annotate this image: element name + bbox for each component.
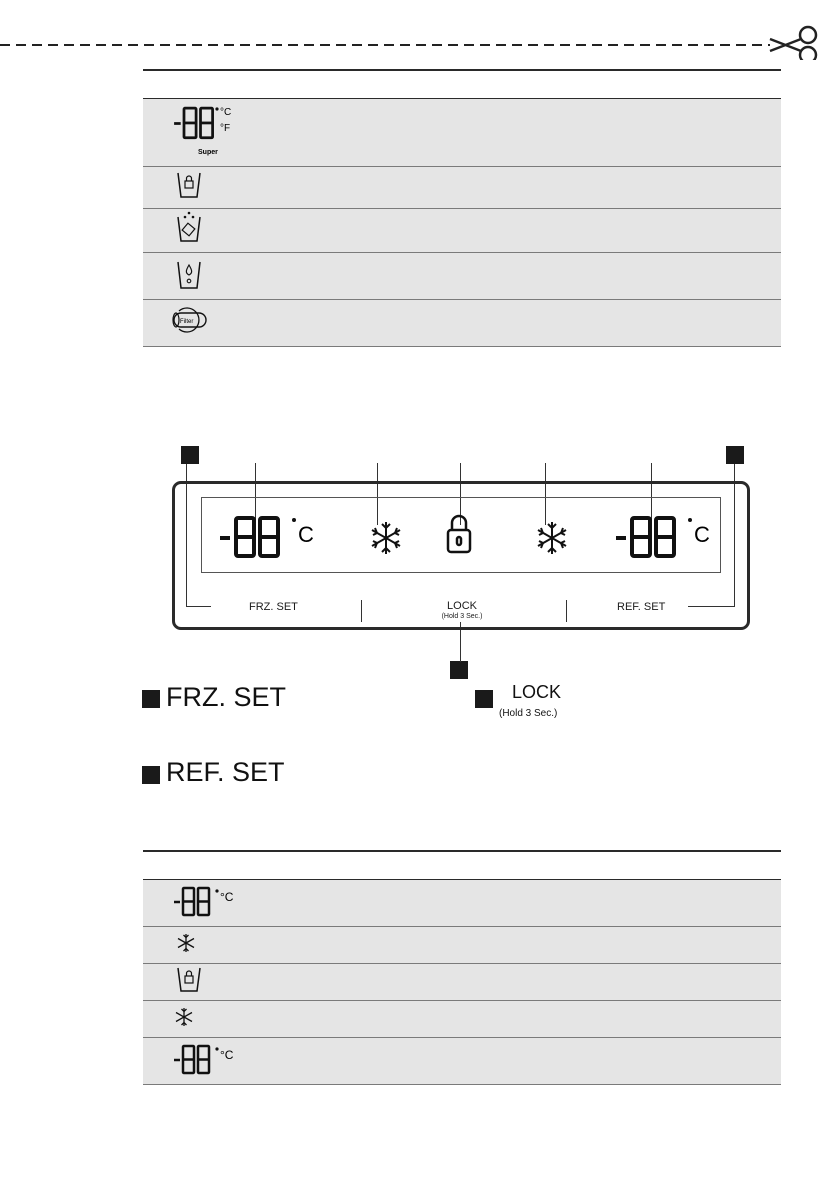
snowflake-icon <box>372 522 400 554</box>
legend-ref-set: REF. SET <box>166 757 285 787</box>
seven-segment-temperature-icon <box>143 1039 253 1079</box>
lock-hold-hint: (Hold 3 Sec.) <box>441 613 483 620</box>
svg-text:°C: °C <box>220 1047 234 1062</box>
table-row <box>143 1037 781 1084</box>
table-row <box>143 879 781 926</box>
svg-text:°F: °F <box>220 123 231 134</box>
lcd-display <box>201 497 721 573</box>
lock-button[interactable]: LOCK <box>447 600 477 612</box>
cup-lock-icon <box>143 964 253 996</box>
table-header <box>143 851 781 879</box>
ref-set-button[interactable]: REF. SET <box>617 601 666 613</box>
panel-divider <box>566 600 567 622</box>
callout-marker <box>142 690 160 708</box>
seven-segment-temperature-icon <box>143 99 253 161</box>
svg-text:Filter: Filter <box>180 318 194 325</box>
freezer-temperature-display <box>220 518 278 556</box>
indicator-table-bottom <box>143 850 781 1085</box>
callout-marker <box>475 690 493 708</box>
lcd-contents <box>202 498 722 574</box>
snowflake-icon <box>143 928 253 958</box>
scissors-icon <box>770 27 816 60</box>
indicator-table-top <box>143 69 781 347</box>
callout-marker <box>142 766 160 784</box>
legend-lock: LOCK <box>512 682 562 702</box>
snowflake-icon <box>143 1002 253 1032</box>
cup-water-icon <box>143 254 253 294</box>
cup-ice-icon <box>143 209 253 247</box>
svg-text:Super: Super <box>198 149 218 156</box>
lock-icon <box>448 516 470 552</box>
seven-segment-temperature-icon <box>143 881 253 921</box>
callout-marker <box>181 446 199 464</box>
callout-marker <box>726 446 744 464</box>
table-row <box>143 252 781 299</box>
table-row <box>143 963 781 1000</box>
callout-marker <box>450 661 468 679</box>
cut-line <box>0 0 839 60</box>
table-row <box>143 1000 781 1037</box>
panel-divider <box>361 600 362 622</box>
svg-text:°C: °C <box>220 889 234 904</box>
table-row <box>143 98 781 166</box>
svg-text:C: C <box>298 522 314 547</box>
filter-reset-icon <box>143 301 253 341</box>
table-header <box>143 70 781 98</box>
table-row <box>143 208 781 252</box>
control-panel <box>172 481 750 630</box>
snowflake-icon <box>538 522 566 554</box>
cup-lock-icon <box>143 167 253 203</box>
legend-lock-hint: (Hold 3 Sec.) <box>499 708 558 719</box>
svg-text:°C: °C <box>220 107 232 118</box>
table-row <box>143 166 781 208</box>
table-row <box>143 926 781 963</box>
table-row <box>143 299 781 346</box>
fridge-temperature-display <box>616 518 674 556</box>
svg-text:C: C <box>694 522 710 547</box>
frz-set-button[interactable]: FRZ. SET <box>249 601 298 613</box>
legend-frz-set: FRZ. SET <box>166 682 286 712</box>
